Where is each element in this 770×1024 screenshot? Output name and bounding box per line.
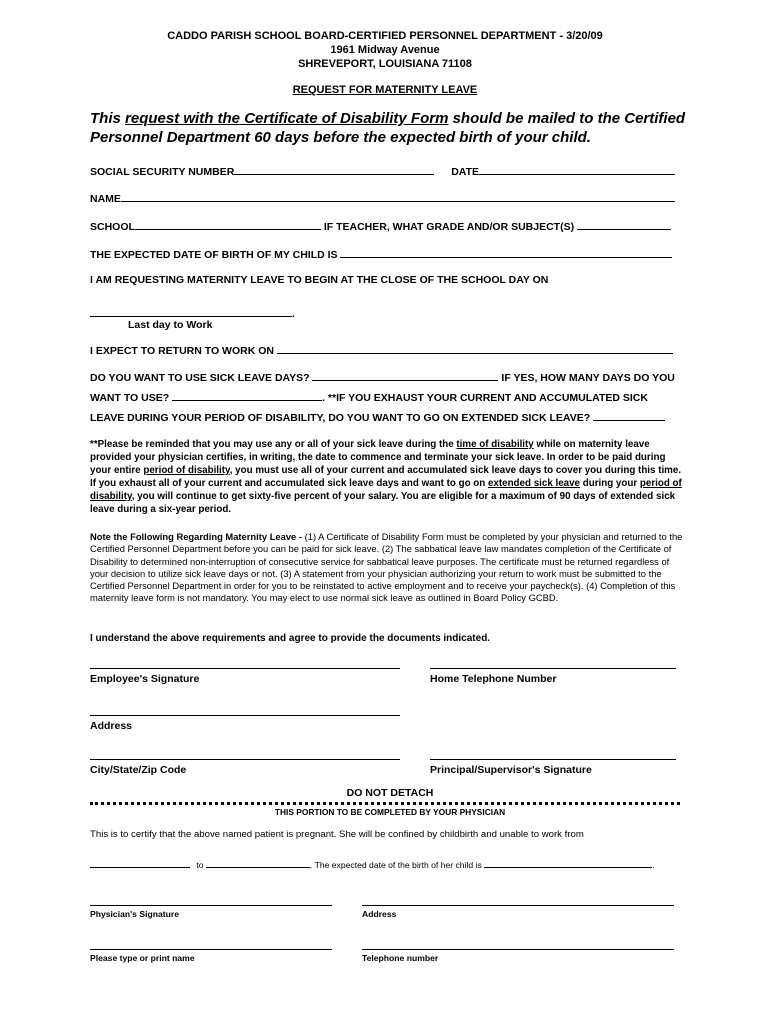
- form-header: [0, 29, 770, 71]
- city-state-zip-line[interactable]: [90, 759, 400, 760]
- address-label: Address: [90, 720, 133, 732]
- expected-birth-field[interactable]: [484, 858, 655, 870]
- do-not-detach-title: DO NOT DETACH: [346, 787, 434, 799]
- name-field[interactable]: [121, 190, 675, 202]
- form-title: REQUEST FOR MATERNITY LEAVE: [292, 84, 478, 96]
- reminder-text-1: **Please be reminded that you may use any or all of your sick leave during the: [90, 439, 457, 450]
- note-heading: Note the Following Regarding Maternity Leave -: [90, 531, 305, 542]
- name-label: NAME: [90, 193, 121, 205]
- intro-pre: This: [90, 110, 126, 127]
- extended-question: LEAVE DURING YOUR PERIOD OF DISABILITY, DO YOU WANT TO GO ON EXTENDED SICK LEAVE?: [90, 412, 591, 424]
- school-field[interactable]: [135, 218, 321, 230]
- home-phone-label: Home Telephone Number: [430, 673, 557, 685]
- last-day-row: .: [90, 305, 680, 321]
- birth-date-field[interactable]: [340, 246, 672, 258]
- print-name-line[interactable]: [90, 949, 332, 950]
- physician-address-line[interactable]: [362, 905, 674, 906]
- header-line-3: SHREVEPORT, LOUISIANA 71108: [298, 58, 472, 70]
- reminder-text-3: , you must use all of your current and accumulated sick leave days to cover you during this time. If you exhaust all of your current and accumulated sick leave days and want to go on: [90, 465, 682, 489]
- home-phone-line[interactable]: [430, 668, 676, 669]
- ssn-row: [90, 163, 680, 179]
- physician-address-label: Address: [362, 909, 397, 919]
- return-date-field[interactable]: [277, 342, 673, 354]
- want-to-use-row: [90, 389, 680, 405]
- reminder-text-4: during your: [580, 478, 640, 489]
- address-line[interactable]: [90, 715, 400, 716]
- leave-begin-label: I AM REQUESTING MATERNITY LEAVE TO BEGIN AT THE CLOSE OF THE SCHOOL DAY ON: [90, 274, 549, 286]
- intro-post: should be mailed to the Certified Personnel Department 60 days before the expected birth of your child.: [90, 110, 686, 146]
- to-label: to: [196, 860, 204, 870]
- name-row: [90, 190, 680, 206]
- physician-phone-line[interactable]: [362, 949, 674, 950]
- reminder-underline-3: extended sick leave: [487, 478, 581, 489]
- reminder-paragraph: [90, 438, 685, 516]
- last-day-field[interactable]: [90, 305, 292, 317]
- extended-row: [90, 409, 680, 425]
- exhaust-question: . **IF YOU EXHAUST YOUR CURRENT AND ACCUMULATED SICK: [322, 392, 648, 404]
- principal-signature-line[interactable]: [430, 759, 676, 760]
- return-row: [90, 342, 680, 358]
- physician-phone-label: Telephone number: [362, 953, 439, 963]
- reminder-underline-1: time of disability: [456, 439, 534, 450]
- grade-field[interactable]: [577, 218, 671, 230]
- sick-leave-field[interactable]: [312, 369, 498, 381]
- reminder-text-5: , you will continue to get sixty-five percent of your salary. You are eligible for a maximum of 90 days of extended sick leave during a six-year period.: [90, 491, 676, 515]
- detach-dotted-line: [90, 802, 680, 805]
- reminder-underline-4: period of disability: [90, 478, 682, 502]
- confinement-row: [90, 858, 680, 870]
- sick-days-question: IF YES, HOW MANY DAYS DO YOU: [501, 372, 675, 384]
- ssn-label: SOCIAL SECURITY NUMBER: [90, 166, 235, 178]
- confinement-to-field[interactable]: [206, 858, 310, 868]
- extended-field[interactable]: [593, 409, 665, 421]
- employee-signature-line[interactable]: [90, 668, 400, 669]
- school-row: [90, 218, 680, 234]
- expected-birth-text: . The expected date of the birth of her child is: [309, 860, 482, 870]
- want-to-use-label: WANT TO USE?: [90, 392, 170, 404]
- sick-days-count-field[interactable]: [172, 389, 322, 401]
- birth-label: THE EXPECTED DATE OF BIRTH OF MY CHILD IS: [90, 249, 338, 261]
- physician-signature-line[interactable]: [90, 905, 332, 906]
- reminder-underline-2: period of disability: [143, 465, 230, 476]
- print-name-label: Please type or print name: [90, 953, 195, 963]
- note-body: (1) A Certificate of Disability Form must be completed by your physician and returned to the Certified Personnel Department before you can be paid for sick leave. (2) The sabbatical leave law mandates completion of the Certificate of Disability to determined non-interruption of consecutive service for sabbatical leave purposes. The certificate must be returned regardless of your decision to utilize sick leave days or not. (3) A statement from your physician authorizing your return to work must be submitted to the Certified Personnel Department in order for you to be reinstated to active employment and to receive your paycheck(s). (4) Completion of this maternity leave form is not mandatory. You may elect to use normal sick leave as outlined in Board Policy GCBD.: [90, 531, 683, 604]
- confinement-from-field[interactable]: [90, 858, 190, 868]
- sick-leave-row: [90, 369, 680, 385]
- intro-instructions: [90, 109, 690, 147]
- school-label: SCHOOL: [90, 221, 135, 233]
- physician-portion-subtitle: THIS PORTION TO BE COMPLETED BY YOUR PHYSICIAN: [274, 807, 506, 817]
- city-state-zip-label: City/State/Zip Code: [90, 764, 187, 776]
- agreement-statement: I understand the above requirements and agree to provide the documents indicated.: [90, 633, 491, 644]
- return-label: I EXPECT TO RETURN TO WORK ON: [90, 345, 274, 357]
- reminder-text-2: while on maternity leave provided your physician certifies, in writing, the date to commence and terminate your sick leave. In order to be paid during your entire: [90, 439, 666, 476]
- physician-signature-label: Physician's Signature: [90, 909, 179, 919]
- ssn-field[interactable]: [234, 163, 434, 175]
- header-line-2: 1961 Midway Avenue: [330, 44, 440, 56]
- sick-leave-question: DO YOU WANT TO USE SICK LEAVE DAYS?: [90, 372, 310, 384]
- principal-signature-label: Principal/Supervisor's Signature: [430, 764, 592, 776]
- physician-certify-text: This is to certify that the above named patient is pregnant. She will be confined by childbirth and unable to work from: [90, 829, 584, 840]
- header-line-1: CADDO PARISH SCHOOL BOARD-CERTIFIED PERSONNEL DEPARTMENT - 3/20/09: [167, 30, 603, 42]
- period: .: [652, 860, 655, 870]
- note-paragraph: [90, 531, 685, 605]
- employee-signature-label: Employee's Signature: [90, 673, 200, 685]
- date-label: DATE: [451, 166, 480, 178]
- intro-underlined: request with the Certificate of Disability Form: [125, 110, 449, 127]
- grade-label: IF TEACHER, WHAT GRADE AND/OR SUBJECT(S): [323, 221, 575, 233]
- birth-row: [90, 246, 680, 262]
- last-day-label: Last day to Work: [128, 319, 213, 331]
- date-field[interactable]: [479, 163, 675, 175]
